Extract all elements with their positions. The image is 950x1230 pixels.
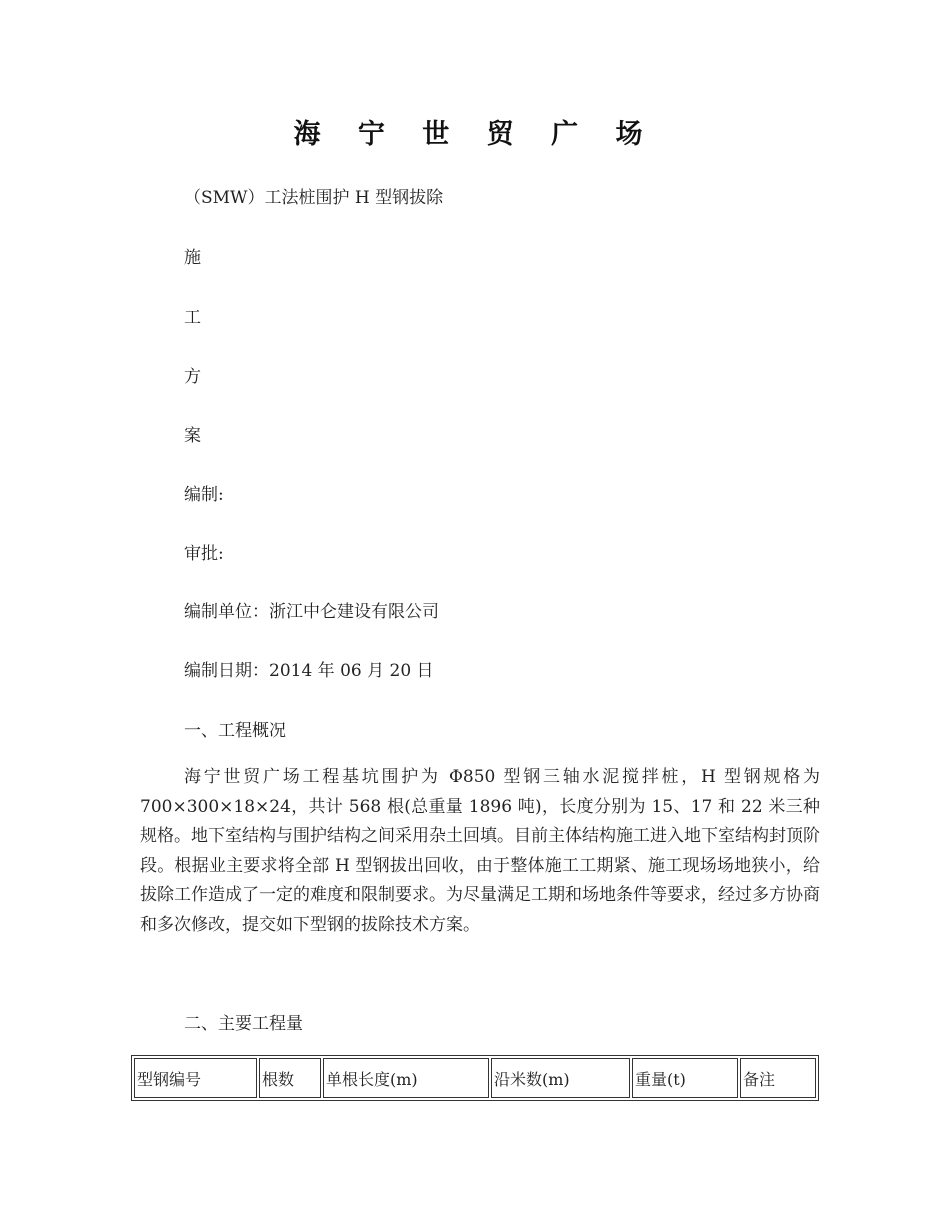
document-subtitle: （SMW）工法桩围护 H 型钢拔除 [184, 188, 444, 208]
column-header-total-meters: 沿米数(m) [491, 1058, 630, 1098]
document-title: 海 宁 世 贸 广 场 [293, 119, 657, 150]
vertical-title-char-4: 案 [184, 426, 201, 446]
column-header-remarks: 备注 [740, 1058, 816, 1098]
column-header-single-length: 单根长度(m) [323, 1058, 489, 1098]
column-header-count: 根数 [259, 1058, 321, 1098]
overview-paragraph: 海宁世贸广场工程基坑围护为 Φ850 型钢三轴水泥搅拌桩，H 型钢规格为 700×300×18×24，共计 568 根(总重量 1896 吨)，长度分别为 15、17 和 22 米三种规格。地下室结构与围护结构之间采用杂土回填。目前主体结构施工进入地下室结构封顶阶段。根据业主要求将全部 H 型钢拔出回收，由于整体施工工期紧、施工现场场地狭小，给拔除工作造成了一定的难度和限制要求。为尽量满足工期和场地条件等要求，经过多方协商和多次修改，提交如下型钢的拔除技术方案。 [140, 767, 820, 935]
compiling-unit: 编制单位：浙江中仑建设有限公司 [184, 602, 439, 622]
table-header-row [134, 1058, 816, 1098]
vertical-title-char-3: 方 [184, 367, 201, 387]
author-label: 编制: [184, 485, 224, 505]
vertical-title-char-1: 施 [184, 248, 201, 268]
section-heading-quantities: 二、主要工程量 [184, 1014, 303, 1034]
column-header-steel-id: 型钢编号 [134, 1058, 257, 1098]
vertical-title-char-2: 工 [184, 308, 201, 328]
compiling-date: 编制日期：2014 年 06 月 20 日 [184, 661, 434, 681]
quantities-table [131, 1055, 819, 1101]
section-heading-overview: 一、工程概况 [184, 721, 286, 741]
approver-label: 审批: [184, 544, 224, 564]
column-header-weight: 重量(t) [632, 1058, 738, 1098]
